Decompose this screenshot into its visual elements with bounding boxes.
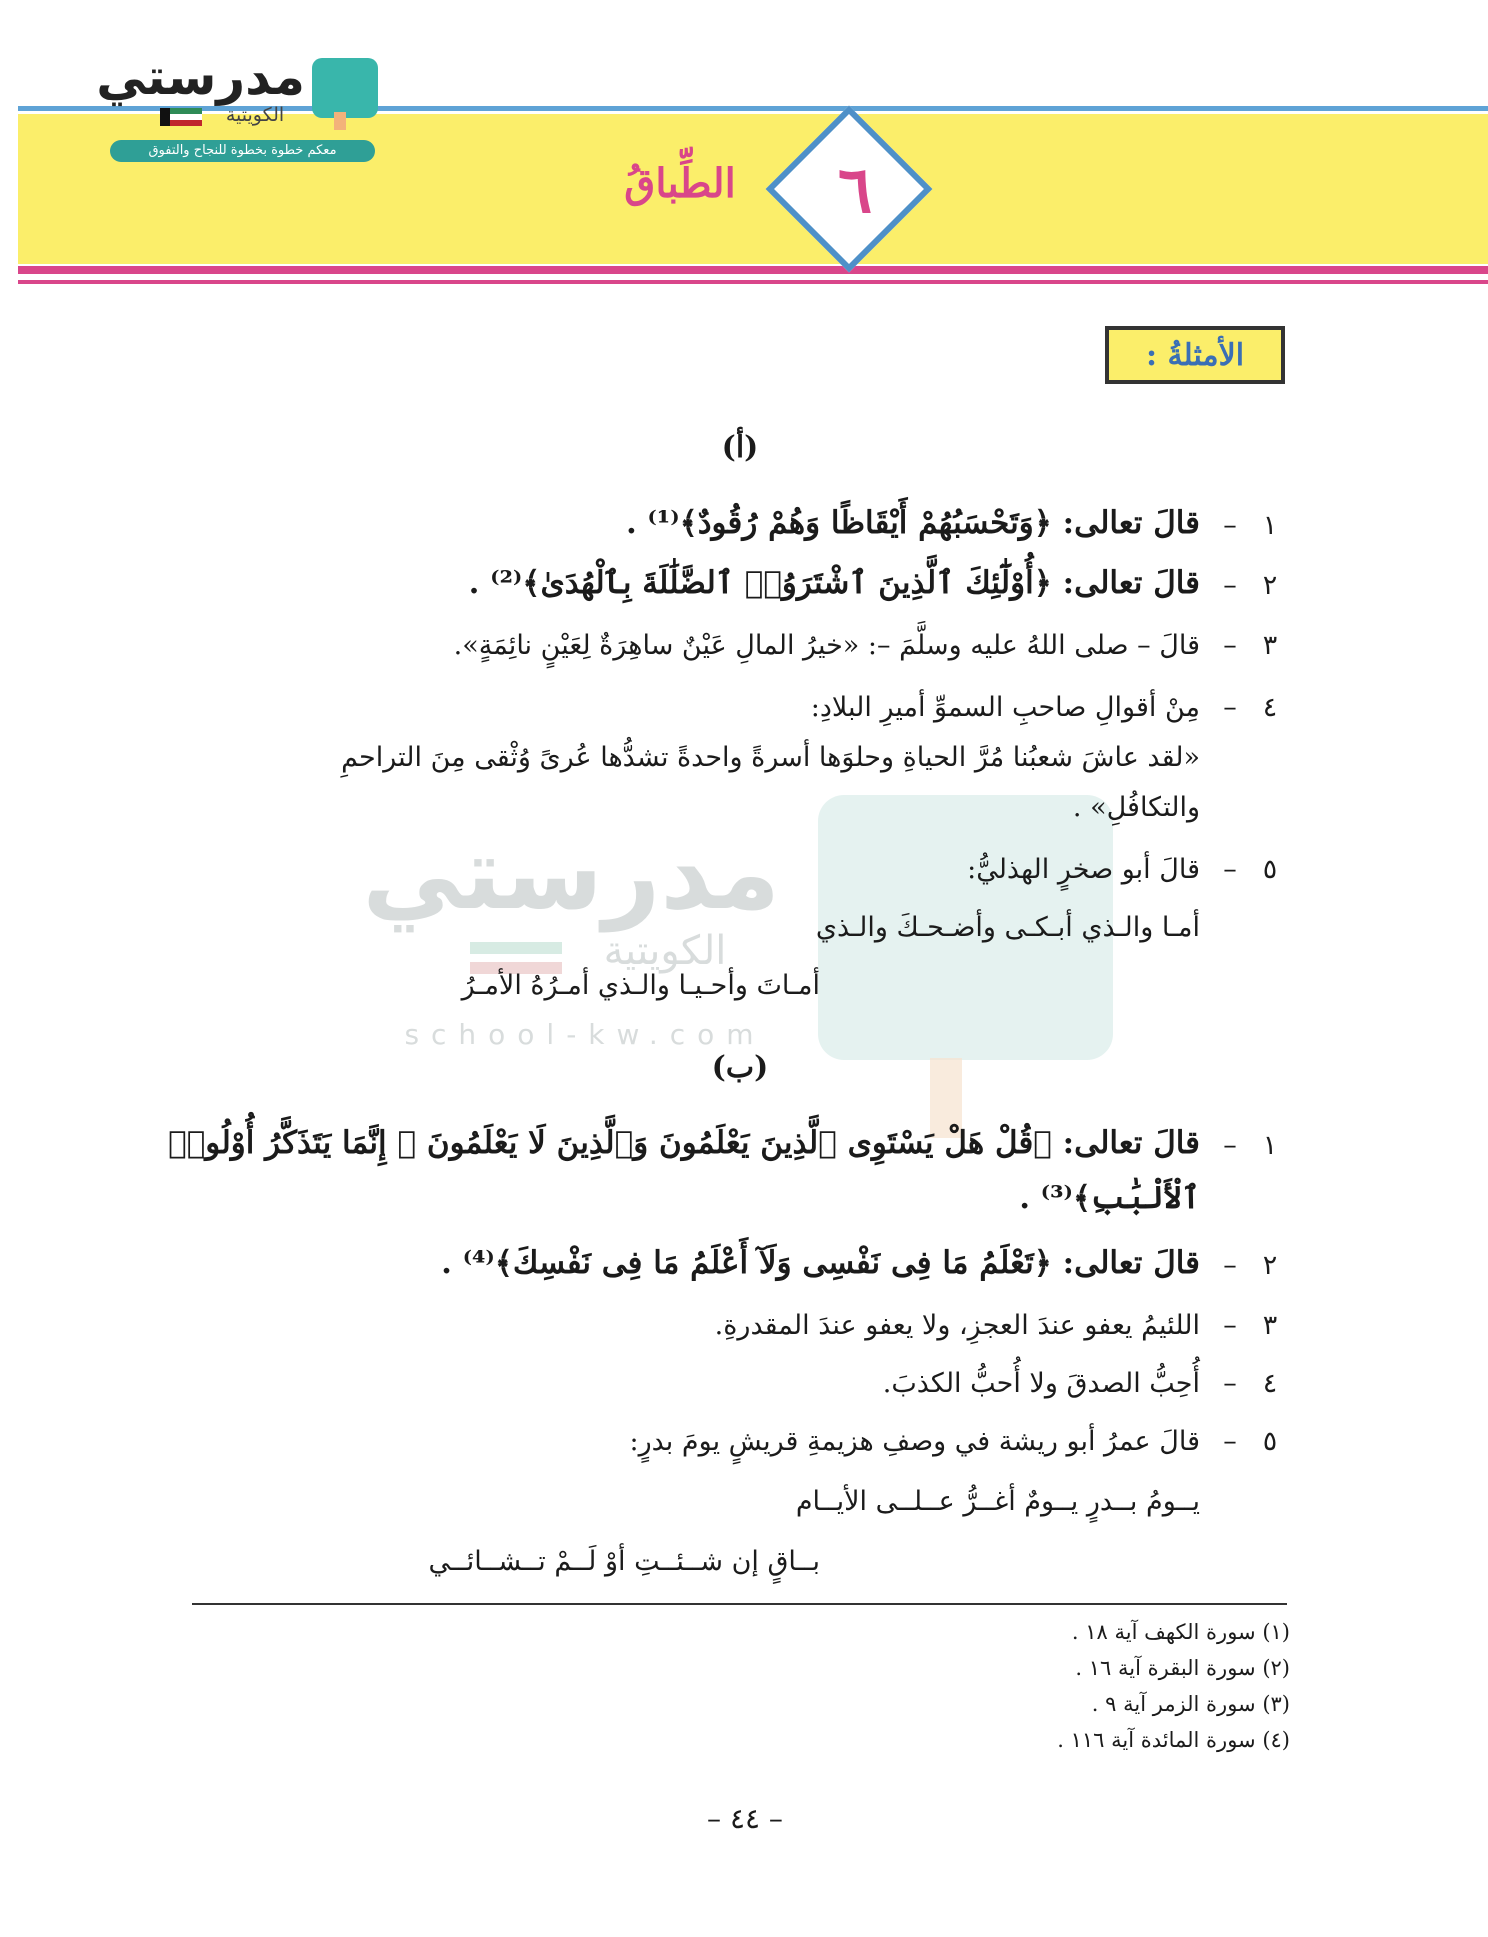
footnote: (٢) سورة البقرة آية ١٦ . <box>1075 1656 1290 1680</box>
banner-bottom-line <box>18 266 1488 274</box>
example-text: قالَ – صلى اللهُ عليه وسلَّمَ –: «خيرُ المالِ عَيْنٌ ساهِرَةٌ لِعَيْنٍ نائِمَةٍ». <box>453 630 1200 661</box>
example-text: «لقد عاشَ شعبُنا مُرَّ الحياةِ وحلوَها أسرةً واحدةً تشدُّها عُرىً وُثْقى مِنَ التراحمِ <box>341 742 1200 773</box>
logo-subtitle: الكويتية <box>225 104 285 126</box>
example-text: قالَ تعالى: ﴿أُوْلَٰٓئِكَ ٱلَّذِينَ ٱشْتَرَوُا۟ ٱلضَّلَٰلَةَ بِٱلْهُدَىٰ﴾⁽²⁾ . <box>468 565 1200 601</box>
item-dash: – <box>1223 1250 1237 1281</box>
example-text: اللئيمُ يعفو عندَ العجزِ، ولا يعفو عندَ المقدرةِ. <box>714 1310 1200 1341</box>
banner-bottom-line-thin <box>18 280 1488 284</box>
item-dash: – <box>1223 854 1237 885</box>
example-text: قالَ تعالى: ﴿تَعْلَمُ مَا فِى نَفْسِى وَلَآ أَعْلَمُ مَا فِى نَفْسِكَ﴾⁽⁴⁾ . <box>441 1245 1200 1281</box>
logo-name: مدرستي <box>96 48 305 106</box>
logo-slogan: معكم خطوة بخطوة للنجاح والتفوق <box>110 140 375 162</box>
item-dash: – <box>1223 1426 1237 1457</box>
example-text: أُحِبُّ الصدقَ ولا أُحبُّ الكذبَ. <box>882 1368 1200 1399</box>
item-dash: – <box>1223 692 1237 723</box>
poem-line: يــومُ بــدرٍ يــومٌ أغــرُّ عــلــى الأيــام <box>795 1486 1200 1517</box>
watermark-flag-stripe <box>470 942 562 954</box>
footnote-divider <box>192 1603 1287 1605</box>
example-text: ٱلْأَلْبَٰبِ﴾⁽³⁾ . <box>1019 1180 1200 1216</box>
item-number: ٢ <box>1262 570 1278 601</box>
item-number: ٤ <box>1262 692 1278 723</box>
item-dash: – <box>1223 630 1237 661</box>
footnote: (٣) سورة الزمر آية ٩ . <box>1091 1692 1290 1716</box>
footnote: (١) سورة الكهف آية ١٨ . <box>1071 1620 1290 1644</box>
section-label-examples: الأمثلةُ : <box>1105 326 1285 384</box>
lesson-title: الطِّباقُ <box>624 160 736 207</box>
example-text: والتكافُلِ» . <box>1072 792 1200 823</box>
lesson-number: ٦ <box>837 152 873 228</box>
item-dash: – <box>1223 1310 1237 1341</box>
group-heading-a: (أ) <box>721 430 759 465</box>
example-text: مِنْ أقوالِ صاحبِ السموِّ أميرِ البلادِ: <box>810 692 1200 723</box>
item-dash: – <box>1223 570 1237 601</box>
poem-line: بــاقٍ إن شــئــتِ أوْ لَــمْ تــشــائــي <box>428 1546 820 1577</box>
poem-line: أمـاتَ وأحـيـا والـذي أمـرُهُ الأمـرُ <box>461 970 820 1001</box>
poem-line: أمـا والـذي أبـكـى وأضـحـكَ والـذي <box>815 912 1200 943</box>
example-text: قالَ تعالى: ﴿وَتَحْسَبُهُمْ أَيْقَاظًا وَهُمْ رُقُودٌ﴾⁽¹⁾ . <box>625 505 1200 541</box>
item-dash: – <box>1223 1368 1237 1399</box>
item-number: ٥ <box>1262 1426 1278 1457</box>
example-text: قالَ عمرُ أبو ريشة في وصفِ هزيمةِ قريشٍ يومَ بدرٍ: <box>629 1426 1200 1457</box>
item-dash: – <box>1223 510 1237 541</box>
item-number: ٣ <box>1262 1310 1278 1341</box>
item-number: ٤ <box>1262 1368 1278 1399</box>
example-text: قالَ تعالى: ﴿قُلْ هَلْ يَسْتَوِى ٱلَّذِينَ يَعْلَمُونَ وَٱلَّذِينَ لَا يَعْلَمُونَ ۗ إِنَّمَا يَتَذَكَّرُ أُوْلُوا۟ <box>168 1125 1200 1161</box>
logo-icon <box>312 58 378 118</box>
page-number: – ٤٤ – <box>707 1802 783 1835</box>
watermark-name: مدرستي <box>362 815 780 932</box>
group-heading-b: (ب) <box>711 1050 769 1085</box>
example-text: قالَ أبو صخرٍ الهذليُّ: <box>967 854 1200 885</box>
item-number: ١ <box>1262 510 1278 541</box>
item-number: ١ <box>1262 1130 1278 1161</box>
watermark-url: school-kw.com <box>404 1018 766 1051</box>
kuwait-flag-black-part <box>160 108 170 126</box>
item-number: ٥ <box>1262 854 1278 885</box>
footnote: (٤) سورة المائدة آية ١١٦ . <box>1057 1728 1290 1752</box>
logo-icon-tail <box>334 112 346 130</box>
item-dash: – <box>1223 1130 1237 1161</box>
watermark-subtitle: الكويتية <box>603 928 727 974</box>
item-number: ٢ <box>1262 1250 1278 1281</box>
item-number: ٣ <box>1262 630 1278 661</box>
